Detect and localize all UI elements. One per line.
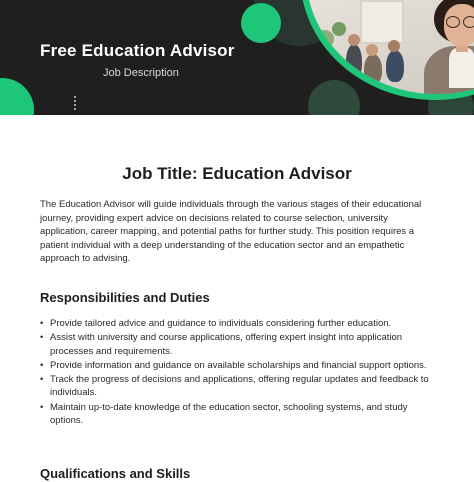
window-shape (360, 0, 404, 44)
intro-paragraph: The Education Advisor will guide individuals through the various stages of their educational journey, providing expert advice on decisions related to course selection, university application, career mapping, and potential paths for further study. This position requires a patient individual with a deep understanding of the education sector and an empathetic approach to advising. (40, 199, 422, 265)
background-person (364, 54, 382, 84)
list-item: • Provide tailored advice and guidance to individuals considering further education. (40, 317, 434, 331)
banner-subtitle: Job Description (103, 67, 179, 79)
plant-shape (332, 22, 346, 36)
list-item: • Track the progress of decisions and applications, offering regular updates and feedback to individuals. (40, 373, 434, 400)
banner-title: Free Education Advisor (40, 41, 235, 60)
glasses-icon (463, 16, 474, 28)
header-banner (0, 0, 474, 115)
background-person (386, 50, 404, 82)
background-person-head (348, 34, 360, 46)
list-item: • Maintain up-to-date knowledge of the education sector, schooling systems, and study options. (40, 401, 434, 428)
plant-shape (316, 30, 334, 48)
responsibilities-list (40, 317, 434, 428)
responsibilities-heading: Responsibilities and Duties (40, 289, 210, 305)
background-person (346, 44, 362, 78)
job-title: Job Title: Education Advisor (122, 164, 352, 183)
glasses-icon (446, 16, 460, 28)
background-person-head (366, 44, 378, 56)
list-item: • Provide information and guidance on available scholarships and financial support options. (40, 359, 434, 373)
qualifications-heading: Qualifications and Skills (40, 466, 191, 481)
advisor-shirt (449, 48, 474, 88)
list-item: • Assist with university and course applications, offering expert insight into application processes and requirements. (40, 331, 434, 358)
document-body (40, 164, 434, 428)
decorative-circle (0, 78, 34, 115)
vertical-dots-icon (74, 96, 78, 112)
decorative-circle (241, 3, 281, 43)
background-person-head (388, 40, 400, 52)
decorative-circle (308, 80, 360, 115)
